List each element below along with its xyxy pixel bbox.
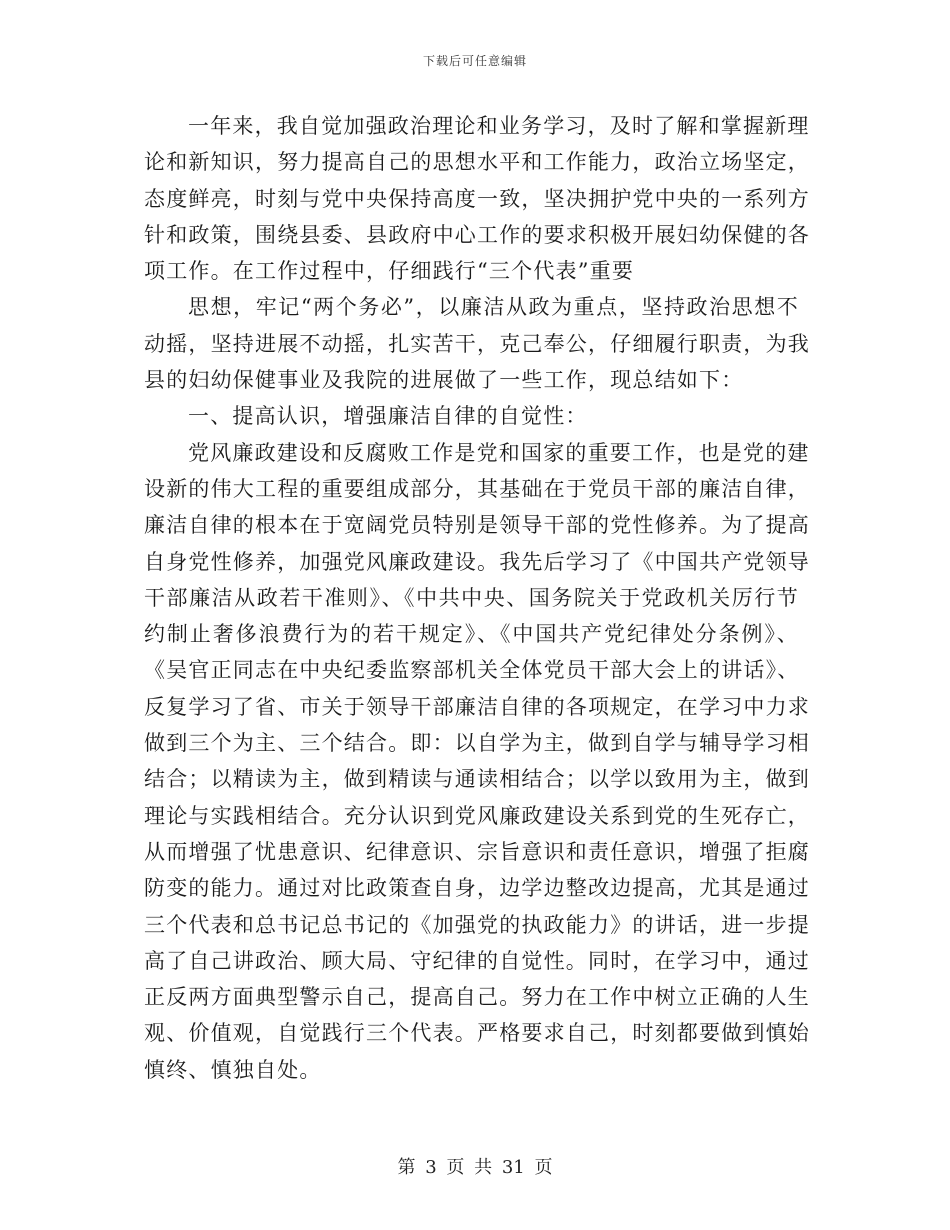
page-header: 下载后可任意编辑 bbox=[422, 54, 527, 68]
page-number-footer: 第 3 页 共 31 页 bbox=[397, 1157, 553, 1178]
text-line: 正反两方面典型警示自己，提高自己。努力在工作中树立正确的人生 bbox=[144, 985, 810, 1010]
section-heading bbox=[144, 398, 799, 434]
text-line: 慎终、慎独自处。 bbox=[144, 1057, 322, 1082]
document-body bbox=[144, 108, 810, 1088]
text-line: 干部廉洁从政若干准则》、《中共中央、国务院关于党政机关厉行节 bbox=[144, 585, 799, 610]
text-line: 从而增强了忧患意识、纪律意识、宗旨意识和责任意识，增强了拒腐 bbox=[144, 839, 810, 864]
text-line: 廉洁自律的根本在于宽阔党员特别是领导干部的党性修养。为了提高 bbox=[144, 513, 810, 538]
text-line: 结合；以精读为主，做到精读与通读相结合；以学以致用为主，做到 bbox=[144, 767, 810, 792]
text-line: 县的妇幼保健事业及我院的进展做了一些工作，现总结如下： bbox=[144, 368, 744, 393]
text-line: 高了自己讲政治、顾大局、守纪律的自觉性。同时，在学习中，通过 bbox=[144, 948, 810, 973]
text-line: 论和新知识，努力提高自己的思想水平和工作能力，政治立场坚定， bbox=[144, 150, 810, 175]
text-line: 观、价值观，自觉践行三个代表。严格要求自己，时刻都要做到慎始 bbox=[144, 1021, 810, 1046]
text-line: 动摇，坚持进展不动摇，扎实苦干，克己奉公，仔细履行职责，为我 bbox=[144, 331, 810, 356]
paragraph bbox=[144, 108, 810, 289]
text-line: 理论与实践相结合。充分认识到党风廉政建设关系到党的生死存亡， bbox=[144, 803, 810, 828]
text-line: 项工作。在工作过程中，仔细践行“三个代表”重要 bbox=[144, 259, 635, 284]
text-line: 三个代表和总书记总书记的《加强党的执政能力》的讲话，进一步提 bbox=[144, 912, 810, 937]
text-line: 约制止奢侈浪费行为的若干规定》、《中国共产党纪律处分条例》、 bbox=[144, 622, 799, 647]
text-line: 针和政策，围绕县委、县政府中心工作的要求积极开展妇幼保健的各 bbox=[144, 222, 810, 247]
text-line: 自身党性修养，加强党风廉政建设。我先后学习了《中国共产党领导 bbox=[144, 549, 810, 574]
text-line: 防变的能力。通过对比政策查自身，边学边整改边提高，尤其是通过 bbox=[144, 876, 810, 901]
paragraph bbox=[144, 435, 810, 1088]
text-line: 思想，牢记“两个务必”，以廉洁从政为重点，坚持政治思想不 bbox=[188, 295, 799, 320]
text-line: 反复学习了省、市关于领导干部廉洁自律的各项规定，在学习中力求 bbox=[144, 694, 810, 719]
paragraph bbox=[144, 289, 810, 398]
text-line: 一、提高认识，增强廉洁自律的自觉性： bbox=[188, 404, 588, 429]
text-line: 设新的伟大工程的重要组成部分，其基础在于党员干部的廉洁自律， bbox=[144, 476, 810, 501]
text-line: 党风廉政建设和反腐败工作是党和国家的重要工作，也是党的建 bbox=[188, 440, 810, 465]
text-line: 做到三个为主、三个结合。即：以自学为主，做到自学与辅导学习相 bbox=[144, 731, 810, 756]
text-line: 态度鲜亮，时刻与党中央保持高度一致，坚决拥护党中央的一系列方 bbox=[144, 186, 810, 211]
text-line: 《吴官正同志在中央纪委监察部机关全体党员干部大会上的讲话》、 bbox=[144, 658, 800, 683]
text-line: 一年来，我自觉加强政治理论和业务学习，及时了解和掌握新理 bbox=[188, 114, 810, 138]
